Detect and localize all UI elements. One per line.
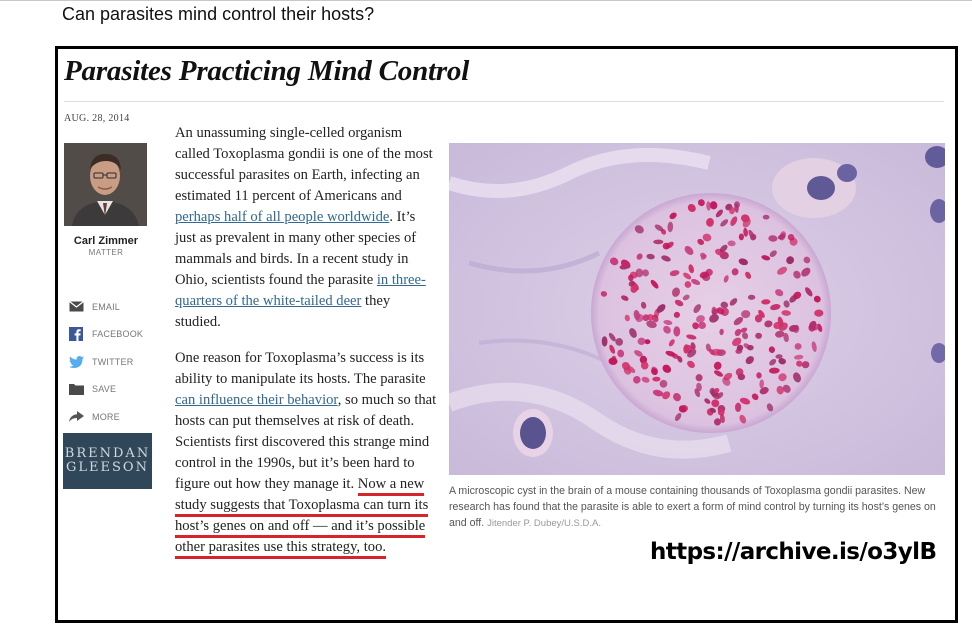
more-share-button[interactable]	[68, 403, 158, 431]
more-label: MORE	[92, 411, 120, 422]
parasite-dot	[738, 374, 745, 381]
parasite-dot	[653, 240, 663, 245]
archive-url[interactable]: https://archive.is/o3ylB	[650, 539, 937, 565]
p2-text-2: , so much so that hosts can put themselves at risk of death. Scientists first discovered this strange mind control in the 1990s, but it’s been hard to figure out how they manage it.	[175, 392, 437, 492]
paragraph-2	[175, 348, 437, 558]
top-divider	[0, 0, 972, 1]
ad-line-2: GLEESON	[66, 460, 149, 475]
author-photo	[64, 143, 147, 226]
ad-line-1: BRENDAN	[64, 446, 151, 461]
p1-text-2: . It’s just as prevalent in many other species of mammals and birds. In a recent study in Ohio, scientists found the parasite	[175, 209, 417, 288]
p2-text-1: One reason for Toxoplasma’s success is its ability to manipulate its hosts. The parasite	[175, 350, 426, 387]
share-arrow-icon	[68, 410, 84, 424]
facebook-icon	[68, 327, 84, 341]
share-email-label: EMAIL	[92, 301, 121, 312]
share-facebook-label: FACEBOOK	[92, 329, 144, 340]
headline-divider	[64, 101, 944, 102]
folder-icon	[68, 382, 84, 396]
caption-text: A microscopic cyst in the brain of a mouse containing thousands of Toxoplasma gondii parasites. New research has found that the parasite is able to exert a form of mind control by turning its host’s genes on and off.	[449, 485, 936, 529]
share-twitter-button[interactable]	[68, 348, 158, 376]
article-frame	[55, 46, 958, 623]
photo-credit: Jitender P. Dubey/U.S.D.A.	[487, 518, 601, 529]
save-label: SAVE	[92, 384, 117, 395]
share-email-button[interactable]	[68, 293, 158, 321]
link-influence-behavior[interactable]: can influence their behavior	[175, 392, 338, 408]
photo-caption	[449, 483, 945, 532]
question-text: Can parasites mind control their hosts?	[62, 4, 375, 24]
paragraph-1	[175, 123, 437, 333]
red-underlined-highlight: Now a new study suggests that Toxoplasma can turn its host’s genes on and off — and it’s possible other parasites use this strategy, too.	[175, 476, 428, 559]
p1-text-3: they studied.	[175, 293, 391, 330]
share-tools	[68, 293, 158, 431]
save-button[interactable]	[68, 376, 158, 404]
microscope-photo	[449, 143, 945, 475]
p1-text-1: An unassuming single-celled organism called Toxoplasma gondii is one of the most successful parasites on Earth, infecting an estimated 11 percent of Americans and	[175, 125, 433, 204]
link-half-of-all-people[interactable]: perhaps half of all people worldwide	[175, 209, 390, 225]
article-headline: Parasites Practicing Mind Control	[64, 55, 470, 87]
article-body	[175, 123, 437, 573]
article-date: AUG. 28, 2014	[64, 113, 130, 124]
twitter-bird-icon	[68, 355, 84, 369]
share-twitter-label: TWITTER	[92, 356, 134, 367]
link-white-tailed-deer[interactable]: in three-quarters of the white-tailed deer	[175, 272, 426, 309]
advertisement-banner[interactable]	[63, 433, 152, 489]
author-column: MATTER	[88, 248, 124, 257]
author-name[interactable]: Carl Zimmer	[73, 235, 139, 247]
envelope-icon	[68, 300, 84, 314]
share-facebook-button[interactable]	[68, 321, 158, 349]
